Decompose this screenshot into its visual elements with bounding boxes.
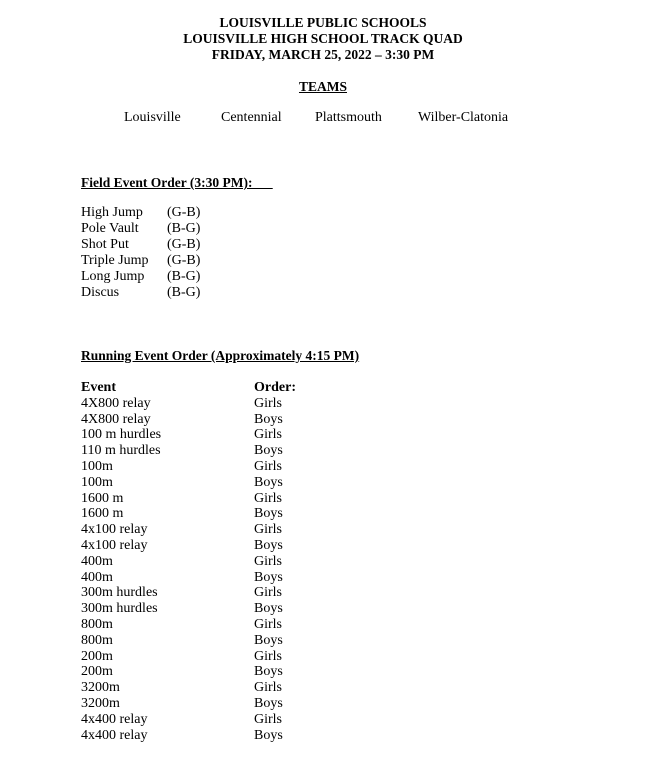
field-event-row [81, 285, 200, 301]
running-event-order: Boys [254, 727, 283, 743]
running-event-order: Girls [254, 458, 282, 474]
running-event-order: Girls [254, 711, 282, 727]
running-event-row [81, 538, 296, 554]
running-event-order: Girls [254, 490, 282, 506]
team-name: Wilber-Clatonia [418, 110, 509, 125]
running-event-order: Girls [254, 427, 282, 443]
field-event-name: Triple Jump [81, 253, 149, 268]
team-name: Centennial [221, 110, 282, 125]
running-event-name: 4X800 relay [81, 411, 151, 427]
meet-date: FRIDAY, MARCH 25, 2022 – 3:30 PM [211, 47, 435, 62]
running-event-name: 300m hurdles [81, 601, 158, 617]
running-event-row [81, 522, 296, 538]
field-event-name: Pole Vault [81, 221, 139, 236]
running-event-order: Boys [254, 474, 283, 490]
field-event-name: Discus [81, 285, 120, 300]
event-column-header: Event [81, 380, 116, 395]
running-event-row [81, 427, 296, 443]
field-event-name: Long Jump [81, 269, 145, 284]
running-event-name: 400m [81, 569, 113, 585]
field-event-row [81, 237, 200, 253]
field-event-name: Shot Put [81, 237, 129, 252]
running-event-name: 800m [81, 616, 113, 632]
running-event-name: 3200m [81, 680, 120, 696]
running-event-row [81, 601, 296, 617]
meet-title: LOUISVILLE HIGH SCHOOL TRACK QUAD [183, 31, 463, 46]
running-event-name: 100m [81, 458, 113, 474]
running-event-name: 400m [81, 553, 113, 569]
running-event-order: Girls [254, 395, 282, 411]
running-event-name: 200m [81, 648, 113, 664]
running-event-table [81, 380, 296, 743]
running-event-row [81, 664, 296, 680]
team-name: Plattsmouth [315, 110, 382, 125]
running-event-row [81, 617, 296, 633]
running-event-row [81, 728, 296, 744]
field-event-order: (B-G) [167, 285, 201, 300]
field-event-list [81, 205, 200, 301]
running-event-order: Boys [254, 411, 283, 427]
document-header [0, 15, 646, 63]
field-event-order: (G-B) [167, 205, 201, 220]
running-event-order: Boys [254, 506, 283, 522]
running-event-order: Girls [254, 616, 282, 632]
running-event-order: Girls [254, 553, 282, 569]
running-event-name: 800m [81, 632, 113, 648]
running-event-order: Boys [254, 601, 283, 617]
running-event-row [81, 554, 296, 570]
running-event-name: 4X800 relay [81, 395, 151, 411]
running-event-row [81, 633, 296, 649]
running-event-name: 100 m hurdles [81, 427, 162, 443]
running-event-order: Boys [254, 569, 283, 585]
field-event-order: (G-B) [167, 237, 201, 252]
field-event-row [81, 253, 200, 269]
running-event-order: Girls [254, 648, 282, 664]
field-event-row [81, 221, 200, 237]
running-event-row [81, 712, 296, 728]
running-event-row [81, 696, 296, 712]
teams-heading: TEAMS [298, 79, 347, 94]
running-event-name: 200m [81, 664, 113, 680]
running-event-row [81, 459, 296, 475]
running-event-order: Boys [254, 537, 283, 553]
running-event-row [81, 680, 296, 696]
field-event-heading: Field Event Order (3:30 PM): [81, 175, 273, 190]
running-event-order: Boys [254, 664, 283, 680]
running-event-row [81, 570, 296, 586]
running-event-name: 4x400 relay [81, 711, 148, 727]
running-event-order: Boys [254, 443, 283, 459]
field-event-row [81, 269, 200, 285]
running-event-name: 4x100 relay [81, 537, 148, 553]
running-event-order: Boys [254, 632, 283, 648]
running-event-row [81, 475, 296, 491]
running-event-row [81, 506, 296, 522]
running-event-order: Girls [254, 585, 282, 601]
running-event-order: Boys [254, 695, 283, 711]
field-event-name: High Jump [81, 205, 143, 220]
running-event-name: 3200m [81, 695, 120, 711]
running-event-row [81, 585, 296, 601]
running-event-row [81, 649, 296, 665]
running-event-name: 4x400 relay [81, 727, 148, 743]
running-event-name: 110 m hurdles [81, 443, 161, 459]
running-event-name: 100m [81, 474, 113, 490]
field-event-order: (G-B) [167, 253, 201, 268]
order-column-header: Order: [254, 380, 296, 395]
running-event-name: 1600 m [81, 506, 124, 522]
running-event-name: 4x100 relay [81, 522, 148, 538]
field-event-order: (B-G) [167, 221, 201, 236]
running-event-row [81, 443, 296, 459]
running-event-header-row [81, 380, 296, 396]
running-event-order: Girls [254, 680, 282, 696]
running-event-row [81, 396, 296, 412]
running-event-heading: Running Event Order (Approximately 4:15 PM) [81, 348, 360, 363]
running-event-name: 1600 m [81, 490, 124, 506]
field-event-order: (B-G) [167, 269, 201, 284]
running-event-row [81, 412, 296, 428]
team-name: Louisville [124, 110, 181, 125]
running-event-order: Girls [254, 522, 282, 538]
school-district-title: LOUISVILLE PUBLIC SCHOOLS [219, 15, 427, 30]
running-event-name: 300m hurdles [81, 585, 158, 601]
field-event-row [81, 205, 200, 221]
running-event-row [81, 491, 296, 507]
